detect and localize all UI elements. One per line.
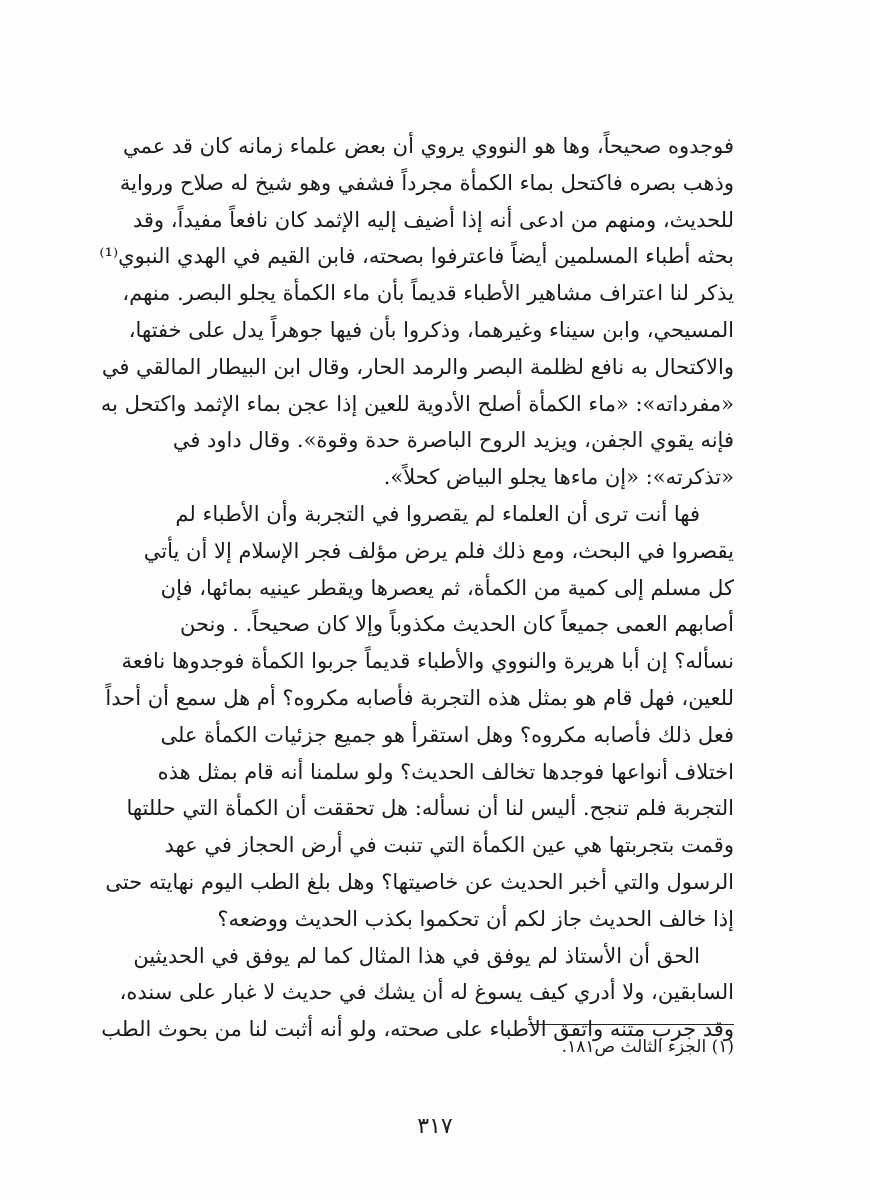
text-line: اختلاف أنواعها فوجدها تخالف الحديث؟ ولو سلمنا أنه قام بمثل هذه bbox=[157, 759, 734, 784]
text-line: الرسول والتي أخبر الحديث عن خاصيتها؟ وهل بلغ الطب اليوم نهايته حتى bbox=[105, 869, 734, 894]
text-line: والاكتحال به نافع لظلمة البصر والرمد الحار، وقال ابن البيطار المالقي في bbox=[101, 354, 734, 379]
text-line: وقد جرب متنه واتفق الأطباء على صحته، ولو أنه أثبت لنا من بحوث الطب bbox=[101, 1017, 734, 1042]
text-line: يقصروا في البحث، ومع ذلك فلم يرض مؤلف فجر الإسلام إلا أن يأتي bbox=[143, 538, 734, 563]
text-line: وذهب بصره فاكتحل بماء الكمأة مجرداً فشفي وهو شيخ له صلاح ورواية bbox=[119, 170, 734, 195]
text-line: فإنه يقوي الجفن، ويزيد الروح الباصرة حدة وقوة». وقال داود في bbox=[172, 428, 734, 453]
text-line: «مفرداته»: «ماء الكمأة أصلح الأدوية للعين إذا عجن بماء الإثمد واكتحل به bbox=[100, 391, 734, 416]
text-line: يذكر لنا اعتراف مشاهير الأطباء قديماً بأن ماء الكمأة يجلو البصر. منهم، bbox=[122, 281, 734, 306]
text-line: فوجدوه صحيحاً، وها هو النووي يروي أن بعض علماء زمانه كان قد عمي bbox=[123, 134, 734, 158]
text-line: السابقين، ولا أدري كيف يسوغ له أن يشك في حديث لا غبار على سنده، bbox=[119, 980, 734, 1005]
text-line: المسيحي، وابن سيناء وغيرهما، وذكروا بأن فيها جوهراً يدل على خفتها، bbox=[128, 317, 734, 342]
paragraph-start-line: الحق أن الأستاذ لم يوفق في هذا المثال كما لم يوفق في الحديثين bbox=[133, 943, 700, 968]
text-line: وقمت بتجربتها هي عين الكمأة التي تنبت في أرض الحجاز في عهد bbox=[164, 833, 734, 858]
text-line: التجربة فلم تنجح. أليس لنا أن نسأله: هل تحققت أن الكمأة التي حللتها bbox=[126, 796, 734, 821]
text-line: للحديث، ومنهم من ادعى أنه إذا أضيف إليه الإثمد كان نافعاً مفيداً، وقد bbox=[132, 207, 734, 232]
text-line: بحثه أطباء المسلمين أيضاً فاعترفوا بصحته، فابن القيم في الهدي النبوي⁽¹⁾ bbox=[99, 244, 734, 269]
text-line: نسأله؟ إن أبا هريرة والنووي والأطباء قديماً جربوا الكمأة فوجدوها نافعة bbox=[121, 649, 734, 674]
text-line: كل مسلم إلى كمية من الكمأة، ثم يعصرها ويقطر عينيه بمائها، فإن bbox=[160, 575, 734, 600]
text-line: أصابهم العمى جميعاً كان الحديث مكذوباً وإلا كان صحيحاً. . ونحن bbox=[180, 612, 734, 637]
text-line: للعين، فهل قام هو بمثل هذه التجربة فأصابه مكروه؟ أم هل سمع أن أحداً bbox=[105, 685, 734, 710]
body-text bbox=[99, 128, 734, 1048]
text-line: «تذكرته»: «إن ماءها يجلو البياض كحلاً». bbox=[383, 465, 734, 490]
page-number: ٣١٧ bbox=[417, 1114, 453, 1139]
text-line: فعل ذلك فأصابه مكروه؟ وهل استقرأ هو جميع جزئيات الكمأة على bbox=[160, 722, 734, 747]
paragraph-start-line: فها أنت ترى أن العلماء لم يقصروا في التجربة وأن الأطباء لم bbox=[175, 501, 700, 526]
footnote: (١) الجزء الثالث ص١٨١. bbox=[561, 1037, 734, 1057]
footnote-divider bbox=[528, 1024, 734, 1025]
text-line: إذا خالف الحديث جاز لكم أن تحكموا بكذب الحديث ووضعه؟ bbox=[217, 906, 734, 931]
